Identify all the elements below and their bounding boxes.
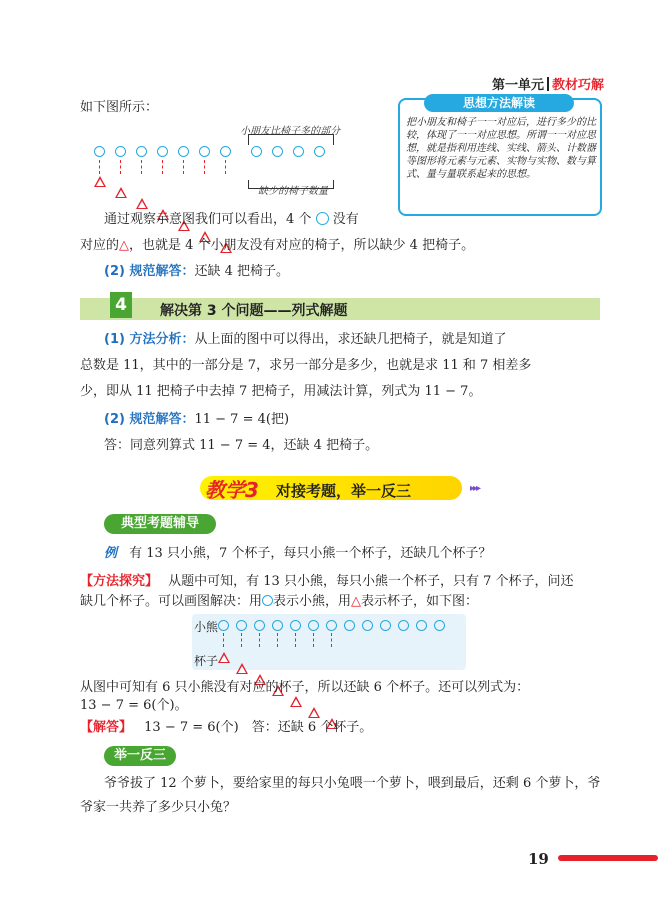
answer-step4-text: 11 − 7 = 4(把) [194, 412, 290, 427]
method-analysis-line3: 少，即从 11 把椅子中去掉 7 把椅子，用减法计算，列式为 11 − 7。 [80, 384, 482, 399]
bear-circle [236, 620, 247, 631]
connector-line [99, 160, 100, 174]
bear-circle [398, 620, 409, 631]
page-number: 19 [528, 850, 549, 868]
connector-line [277, 633, 278, 647]
child-circle [293, 146, 304, 157]
explore-line1 [80, 572, 574, 592]
connector-line [241, 633, 242, 647]
observation-line2 [80, 236, 474, 256]
diagram1-marks [94, 146, 394, 196]
child-circle [272, 146, 283, 157]
cup-triangle [218, 652, 230, 663]
method-analysis-label: (1) 方法分析： [104, 332, 195, 347]
observation-text-c: 对应的 [80, 238, 120, 253]
row-label-bears: 小熊 [194, 620, 219, 634]
solution-line [80, 718, 372, 738]
observation-text-a: 通过观察示意图我们可以看出，4 个 [104, 212, 312, 227]
answer-step4 [104, 410, 289, 430]
chair-triangle [136, 198, 148, 209]
connector-line [183, 160, 184, 174]
bear-circle [344, 620, 355, 631]
child-circle [314, 146, 325, 157]
observation-line1 [104, 210, 359, 230]
diagram2-marks [218, 618, 468, 668]
connector-line [313, 633, 314, 647]
answer-step3-label: (2) 规范解答： [104, 264, 195, 279]
section4-number: 4 [110, 292, 132, 318]
triangle-symbol: △ [351, 594, 362, 609]
solution-text: 13 − 7 = 6(个) 答：还缺 6 个杯子。 [144, 720, 373, 735]
child-circle [251, 146, 262, 157]
row-label-cups: 杯子 [194, 654, 219, 668]
explore-text1: 从题中可知，有 13 只小熊，每只小熊一个杯子，只有 7 个杯子，问还 [168, 574, 574, 589]
explore-line2 [80, 592, 478, 612]
tag-practice: 举一反三 [104, 746, 176, 766]
method-analysis-line2: 总数是 11，其中的一部分是 7，求另一部分是多少，也就是求 11 和 7 相差多 [80, 358, 532, 373]
bear-circle [362, 620, 373, 631]
diagram-children-chairs [90, 116, 390, 200]
observation-text-b: 没有 [332, 212, 359, 227]
answer-step4-label: (2) 规范解答： [104, 412, 195, 427]
method-info-text: 把小朋友和椅子一一对应后，进行多少的比较，体现了一一对应思想。所谓一一对应思想，就是指利用连线、实线、箭头、计数器等图形将元素与元素、实物与实物、数与算式、量与量联系起来的思想。 [406, 117, 596, 180]
explore-label: 【方法探究】 [80, 574, 159, 589]
footer-bar [558, 855, 658, 861]
child-circle [199, 146, 210, 157]
connector-line [120, 160, 121, 174]
child-circle [178, 146, 189, 157]
method-analysis-line1 [104, 330, 506, 350]
connector-line [225, 160, 226, 174]
circle-symbol [262, 595, 273, 606]
extra-label: 小朋友比椅子多的部分 [240, 126, 340, 137]
child-circle [115, 146, 126, 157]
explore-text2: 缺几个杯子。可以画图解决：用 [80, 594, 263, 609]
banner-lead: 教学3 [205, 478, 259, 502]
running-header [492, 74, 604, 93]
connector-line [141, 160, 142, 174]
connector-line [259, 633, 260, 647]
banner-title: 对接考题，举一反三 [276, 482, 412, 500]
child-circle [136, 146, 147, 157]
explore-text3: 表示小熊，用 [273, 594, 352, 609]
connector-line [295, 633, 296, 647]
method-analysis-text1: 从上面的图中可以得出，求还缺几把椅子，就是知道了 [194, 332, 507, 347]
answer-step3-text: 还缺 4 把椅子。 [194, 264, 290, 279]
observation-text-d: ，也就是 4 个小朋友没有对应的椅子，所以缺少 4 把椅子。 [129, 238, 475, 253]
section4-title: 解决第 3 个问题——列式解题 [160, 303, 348, 319]
circle-symbol [316, 212, 329, 225]
child-circle [220, 146, 231, 157]
example-line [104, 544, 491, 564]
header-book-title: 教材巧解 [551, 78, 604, 93]
solution-label: 【解答】 [80, 720, 133, 735]
child-circle [157, 146, 168, 157]
cup-triangle [308, 707, 320, 718]
triangle-symbol: △ [119, 238, 130, 253]
tag-typical: 典型考题辅导 [104, 514, 216, 534]
explore-text4: 表示杯子，如下图： [361, 594, 479, 609]
chair-triangle [94, 176, 106, 187]
after-line2: 13 − 7 = 6(个)。 [80, 698, 188, 713]
practice-line2: 爷家一共养了多少只小兔？ [80, 800, 237, 815]
bear-circle [326, 620, 337, 631]
after-line1: 从图中可知有 6 只小熊没有对应的杯子，所以还缺 6 个杯子。还可以列式为： [80, 680, 530, 695]
bear-circle [254, 620, 265, 631]
bear-circle [434, 620, 445, 631]
bear-circle [380, 620, 391, 631]
intro-text: 如下图所示： [80, 100, 159, 115]
bear-circle [290, 620, 301, 631]
example-label: 例 [104, 546, 118, 561]
bear-circle [218, 620, 229, 631]
connector-line [331, 633, 332, 647]
bear-circle [308, 620, 319, 631]
answer-step3 [104, 262, 289, 282]
bear-circle [416, 620, 427, 631]
chair-triangle [115, 187, 127, 198]
banner-arrows: ▸▸▸ [470, 483, 480, 494]
child-circle [94, 146, 105, 157]
connector-line [204, 160, 205, 174]
bear-circle [272, 620, 283, 631]
cup-triangle [236, 663, 248, 674]
connector-line [162, 160, 163, 174]
header-divider [547, 77, 549, 91]
extra-brace [248, 134, 334, 145]
connector-line [223, 633, 224, 647]
method-info-title: 思想方法解读 [424, 94, 574, 112]
practice-line1: 爷爷拔了 12 个萝卜，要给家里的每只小兔喂一个萝卜，喂到最后，还剩 6 个萝卜，爷 [104, 776, 601, 791]
header-unit: 第一单元 [491, 78, 544, 93]
final-answer: 答：同意列算式 11 − 7 = 4，还缺 4 把椅子。 [104, 438, 379, 453]
example-text: 有 13 只小熊，7 个杯子，每只小熊一个杯子，还缺几个杯子？ [129, 546, 492, 561]
missing-label: 缺少的椅子数量 [258, 186, 328, 197]
